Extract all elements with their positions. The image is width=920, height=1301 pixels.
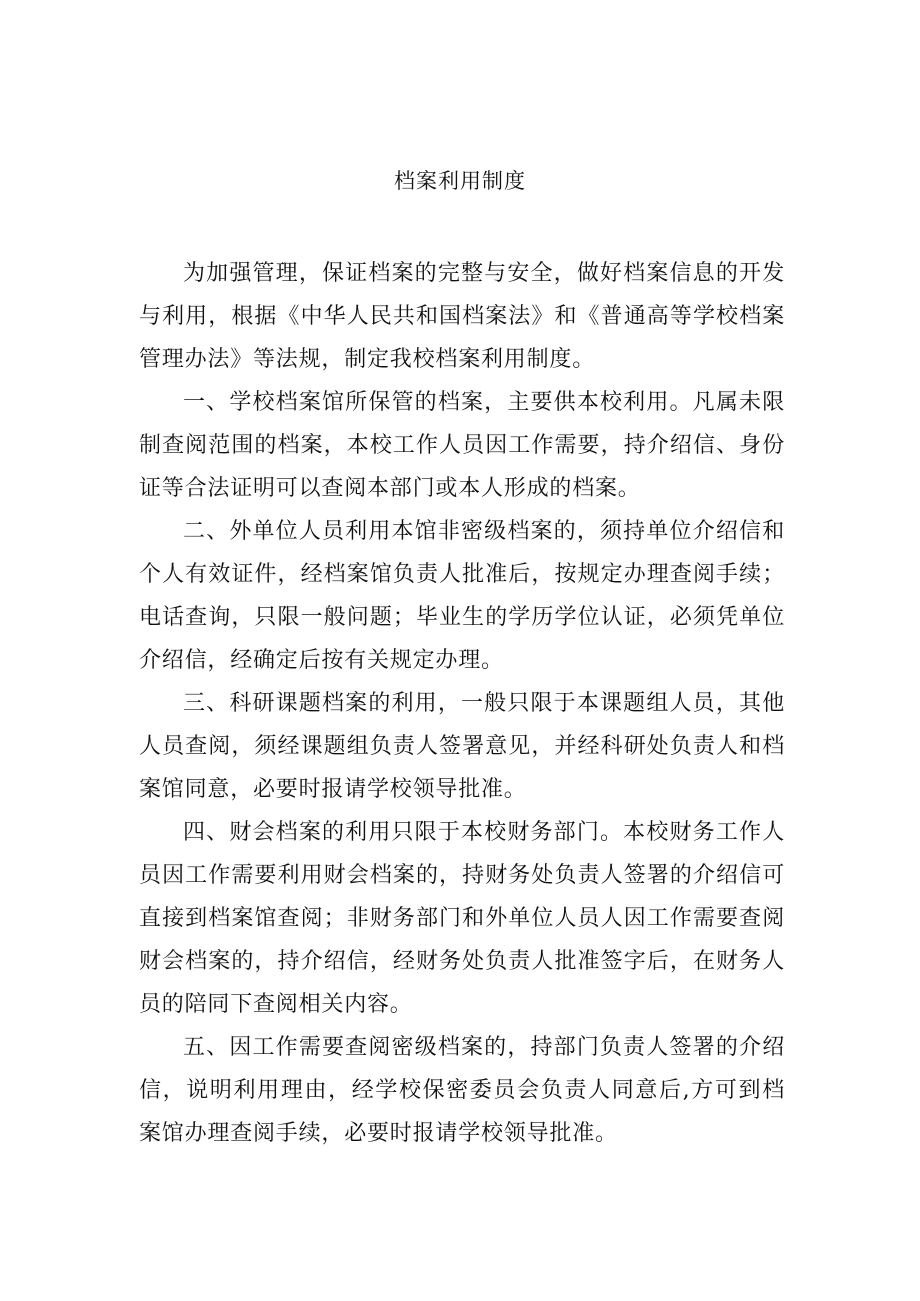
paragraph-rule-3: 三、科研课题档案的利用，一般只限于本课题组人员，其他人员查阅，须经课题组负责人签署意见，并经科研处负责人和档案馆同意，必要时报请学校领导批准。 [139, 691, 785, 802]
paragraph-rule-1: 一、学校档案馆所保管的档案，主要供本校利用。凡属未限制查阅范围的档案，本校工作人员因工作需要，持介绍信、身份证等合法证明可以查阅本部门或本人形成的档案。 [139, 390, 785, 501]
document-body [139, 252, 785, 1155]
document-title: 档案利用制度 [394, 169, 526, 193]
paragraph-rule-2: 二、外单位人员利用本馆非密级档案的，须持单位介绍信和个人有效证件，经档案馆负责人批准后，按规定办理查阅手续；电话查询，只限一般问题；毕业生的学历学位认证，必须凭单位介绍信，经确定后按有关规定办理。 [139, 519, 785, 673]
paragraph-rule-5: 五、因工作需要查阅密级档案的，持部门负责人签署的介绍信，说明利用理由，经学校保密委员会负责人同意后,方可到档案馆办理查阅手续，必要时报请学校领导批准。 [139, 1035, 785, 1146]
paragraph-rule-4: 四、财会档案的利用只限于本校财务部门。本校财务工作人员因工作需要利用财会档案的，持财务处负责人签署的介绍信可直接到档案馆查阅；非财务部门和外单位人员人因工作需要查阅财会档案的，持介绍信，经财务处负责人批准签字后，在财务人员的陪同下查阅相关内容。 [139, 820, 785, 1017]
paragraph-intro: 为加强管理，保证档案的完整与安全，做好档案信息的开发与利用，根据《中华人民共和国档案法》和《普通高等学校档案管理办法》等法规，制定我校档案利用制度。 [139, 261, 785, 372]
